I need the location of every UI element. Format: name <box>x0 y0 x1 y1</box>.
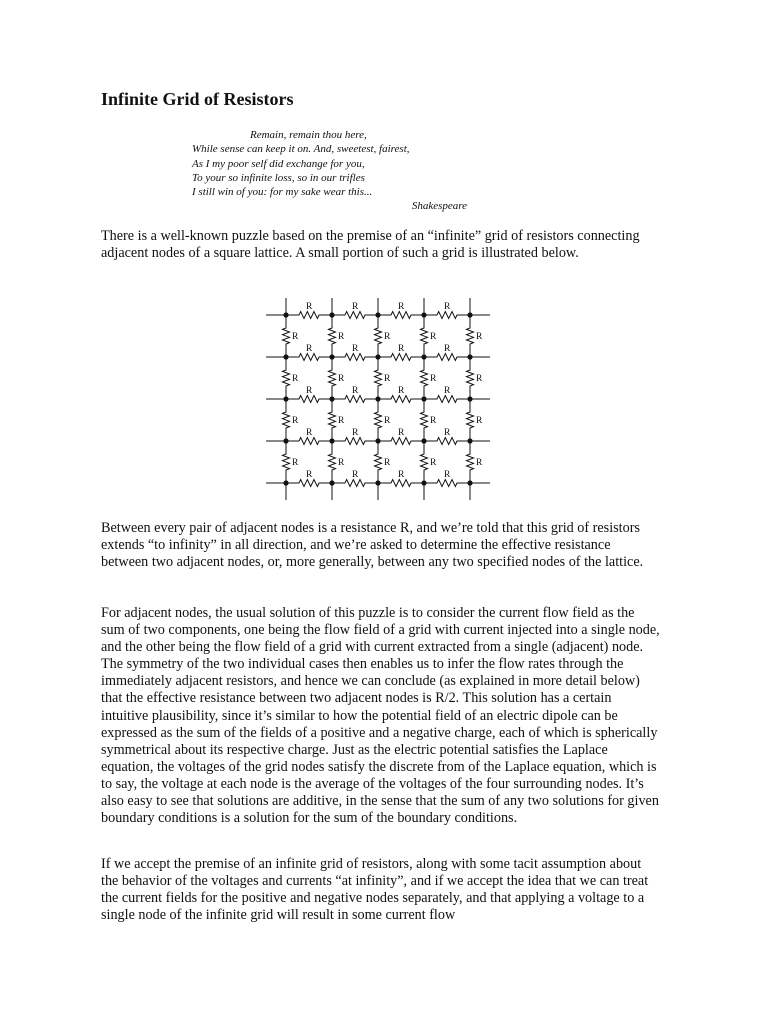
grid-node <box>375 438 380 443</box>
resistor-label: R <box>398 470 405 480</box>
resistor-horizontal <box>378 438 424 445</box>
resistor-label: R <box>306 470 313 480</box>
grid-node <box>329 354 334 359</box>
resistor-label: R <box>306 302 313 312</box>
resistor-label: R <box>430 332 437 342</box>
resistor-label: R <box>292 458 299 468</box>
resistor-label: R <box>444 344 451 354</box>
grid-node <box>421 354 426 359</box>
resistor-horizontal <box>286 396 332 403</box>
resistor-vertical <box>329 315 336 357</box>
grid-node <box>329 396 334 401</box>
paragraph-intro: There is a well-known puzzle based on the premise of an “infinite” grid of resistors connecting adjacent nodes of a square lattice. A small portion of such a grid is illustrated below. <box>101 228 640 262</box>
resistor-vertical <box>467 315 474 357</box>
resistor-vertical <box>329 441 336 483</box>
resistor-label: R <box>292 416 299 426</box>
resistor-label: R <box>292 332 299 342</box>
resistor-label: R <box>430 416 437 426</box>
resistor-label: R <box>352 344 359 354</box>
grid-node <box>283 480 288 485</box>
paragraph-solution: For adjacent nodes, the usual solution of this puzzle is to consider the current flow field as the sum of two components, one being the flow field of a grid with current injected into a single node, and the other being the flow field of a grid with current extracted from a single (adjacent) node. The symmetry of the two individual cases then enables us to infer the flow rates through the immediately adjacent resistors, and hence we can conclude (as explained in more detail below) that the effective resistance between two adjacent nodes is R/2. This solution has a certain intuitive plausibility, since it’s similar to how the potential field of an electric dipole can be expressed as the sum of the fields of a positive and a negative charge, each of which is spherically symmetrical about its respective charge. Just as the electric potential satisfies the Laplace equation, the voltages of the grid nodes satisfy the discrete from of the Laplace equation, which is to say, the voltage at each node is the average of the voltages of the four surrounding nodes. It’s also easy to see that solutions are additive, in the sense that the sum of any two solutions for given boundary conditions is a solution for the sum of the boundary conditions. <box>101 605 660 827</box>
grid-node <box>283 354 288 359</box>
epigraph-line: I still win of you: for my sake wear this... <box>192 186 373 199</box>
grid-node <box>329 438 334 443</box>
resistor-label: R <box>444 302 451 312</box>
grid-node <box>467 438 472 443</box>
resistor-label: R <box>306 428 313 438</box>
resistor-vertical <box>375 399 382 441</box>
resistor-horizontal <box>332 438 378 445</box>
resistor-vertical <box>375 441 382 483</box>
resistor-vertical <box>329 399 336 441</box>
resistor-horizontal <box>332 354 378 361</box>
resistor-label: R <box>352 428 359 438</box>
resistor-label: R <box>352 302 359 312</box>
resistor-horizontal <box>378 480 424 487</box>
resistor-label: R <box>338 458 345 468</box>
resistor-vertical <box>467 357 474 399</box>
resistor-vertical <box>421 315 428 357</box>
resistor-vertical <box>421 357 428 399</box>
resistor-horizontal <box>424 438 470 445</box>
grid-node <box>375 354 380 359</box>
resistor-label: R <box>338 374 345 384</box>
resistor-label: R <box>352 386 359 396</box>
grid-node <box>421 396 426 401</box>
resistor-horizontal <box>378 354 424 361</box>
resistor-label: R <box>444 470 451 480</box>
resistor-label: R <box>352 470 359 480</box>
grid-node <box>329 312 334 317</box>
paragraph-problem: Between every pair of adjacent nodes is a resistance R, and we’re told that this grid of resistors extends “to infinity” in all direction, and we’re asked to determine the effective resistance between two adjacent nodes, or, more generally, between any two specified nodes of the lattice. <box>101 520 644 571</box>
resistor-label: R <box>430 458 437 468</box>
resistor-label: R <box>338 416 345 426</box>
grid-node <box>467 312 472 317</box>
resistor-label: R <box>338 332 345 342</box>
resistor-label: R <box>398 302 405 312</box>
resistor-label: R <box>476 416 483 426</box>
resistor-label: R <box>476 374 483 384</box>
resistor-vertical <box>375 315 382 357</box>
resistor-label: R <box>306 386 313 396</box>
epigraph-line: To your so infinite loss, so in our trifles <box>192 171 365 184</box>
resistor-label: R <box>430 374 437 384</box>
grid-node <box>375 480 380 485</box>
grid-node <box>421 438 426 443</box>
epigraph-line: Remain, remain thou here, <box>250 129 367 141</box>
resistor-label: R <box>384 458 391 468</box>
resistor-label: R <box>306 344 313 354</box>
resistor-vertical <box>421 441 428 483</box>
grid-node <box>467 354 472 359</box>
resistor-label: R <box>398 386 405 396</box>
epigraph-attribution: Shakespeare <box>411 200 467 213</box>
resistor-vertical <box>283 315 290 357</box>
resistor-vertical <box>283 357 290 399</box>
resistor-horizontal <box>332 480 378 487</box>
resistor-label: R <box>384 416 391 426</box>
epigraph-line: While sense can keep it on. And, sweetest, fairest, <box>192 143 410 156</box>
resistor-label: R <box>398 428 405 438</box>
resistor-label: R <box>398 344 405 354</box>
resistor-label: R <box>444 386 451 396</box>
epigraph-line: As I my poor self did exchange for you, <box>192 157 365 170</box>
grid-node <box>283 396 288 401</box>
resistor-label: R <box>292 374 299 384</box>
grid-node <box>329 480 334 485</box>
resistor-horizontal <box>286 354 332 361</box>
grid-node <box>375 396 380 401</box>
resistor-horizontal <box>424 396 470 403</box>
resistor-vertical <box>375 357 382 399</box>
resistor-label: R <box>476 458 483 468</box>
page-title: Infinite Grid of Resistors <box>101 89 294 109</box>
grid-node <box>283 438 288 443</box>
resistor-vertical <box>283 441 290 483</box>
resistor-vertical <box>421 399 428 441</box>
resistor-horizontal <box>378 396 424 403</box>
resistor-horizontal <box>286 438 332 445</box>
resistor-horizontal <box>424 354 470 361</box>
grid-node <box>421 480 426 485</box>
grid-node <box>421 312 426 317</box>
grid-node <box>467 480 472 485</box>
paragraph-premise: If we accept the premise of an infinite grid of resistors, along with some tacit assumption about the behavior of the voltages and currents “at infinity”, and if we accept the idea that we can treat the current fields for the positive and negative nodes separately, and that applying a voltage to a single node of the infinite grid will result in some current flow <box>101 856 649 924</box>
resistor-vertical <box>467 399 474 441</box>
resistor-vertical <box>329 357 336 399</box>
grid-node <box>283 312 288 317</box>
resistor-horizontal <box>424 312 470 319</box>
resistor-label: R <box>476 332 483 342</box>
resistor-horizontal <box>332 396 378 403</box>
resistor-label: R <box>384 332 391 342</box>
resistor-vertical <box>467 441 474 483</box>
resistor-horizontal <box>286 312 332 319</box>
grid-node <box>375 312 380 317</box>
resistor-grid-figure <box>264 290 492 506</box>
resistor-horizontal <box>378 312 424 319</box>
grid-node <box>467 396 472 401</box>
resistor-vertical <box>283 399 290 441</box>
resistor-horizontal <box>286 480 332 487</box>
epigraph <box>192 128 467 214</box>
resistor-horizontal <box>424 480 470 487</box>
resistor-label: R <box>384 374 391 384</box>
resistor-label: R <box>444 428 451 438</box>
resistor-grid-diagram <box>264 290 492 506</box>
resistor-horizontal <box>332 312 378 319</box>
